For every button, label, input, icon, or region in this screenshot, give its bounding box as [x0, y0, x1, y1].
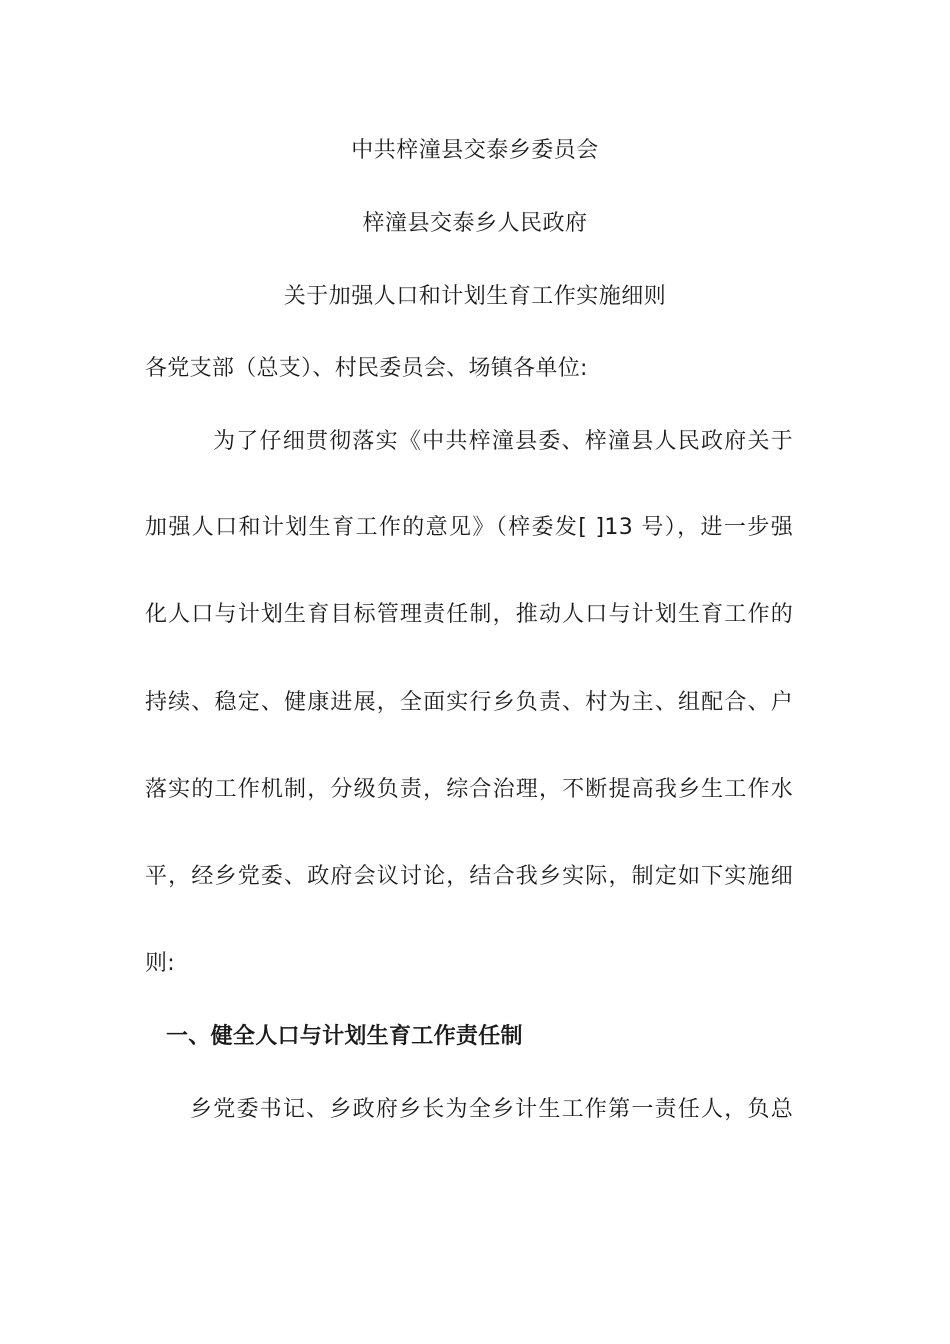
- intro-paragraph-line: 落实的工作机制，分级负责，综合治理，不断提高我乡生工作水: [145, 777, 793, 802]
- issuer-party-committee: 中共梓潼县交泰乡委员会: [351, 138, 599, 163]
- intro-paragraph-line: 为了仔细贯彻落实《中共梓潼县委、梓潼县人民政府关于: [213, 429, 793, 454]
- intro-paragraph-line: 持续、稳定、健康进展，全面实行乡负责、村为主、组配合、户: [145, 690, 793, 715]
- issuer-government: 梓潼县交泰乡人民政府: [362, 211, 588, 236]
- section-paragraph-line: 乡党委书记、乡政府乡长为全乡计生工作第一责任人，负总: [190, 1097, 793, 1122]
- section-heading: 一、健全人口与计划生育工作责任制: [166, 1024, 523, 1049]
- document-title: 关于加强人口和计划生育工作实施细则: [283, 284, 667, 309]
- salutation: 各党支部（总支）、村民委员会、场镇各单位:: [145, 356, 588, 381]
- intro-paragraph-line: 化人口与计划生育目标管理责任制，推动人口与计划生育工作的: [145, 602, 793, 627]
- intro-paragraph-line: 平，经乡党委、政府会议讨论，结合我乡实际，制定如下实施细: [145, 864, 793, 889]
- intro-paragraph-line: 加强人口和计划生育工作的意见》（梓委发[ ]13 号），进一步强: [145, 515, 793, 540]
- intro-paragraph-line: 则:: [145, 951, 176, 976]
